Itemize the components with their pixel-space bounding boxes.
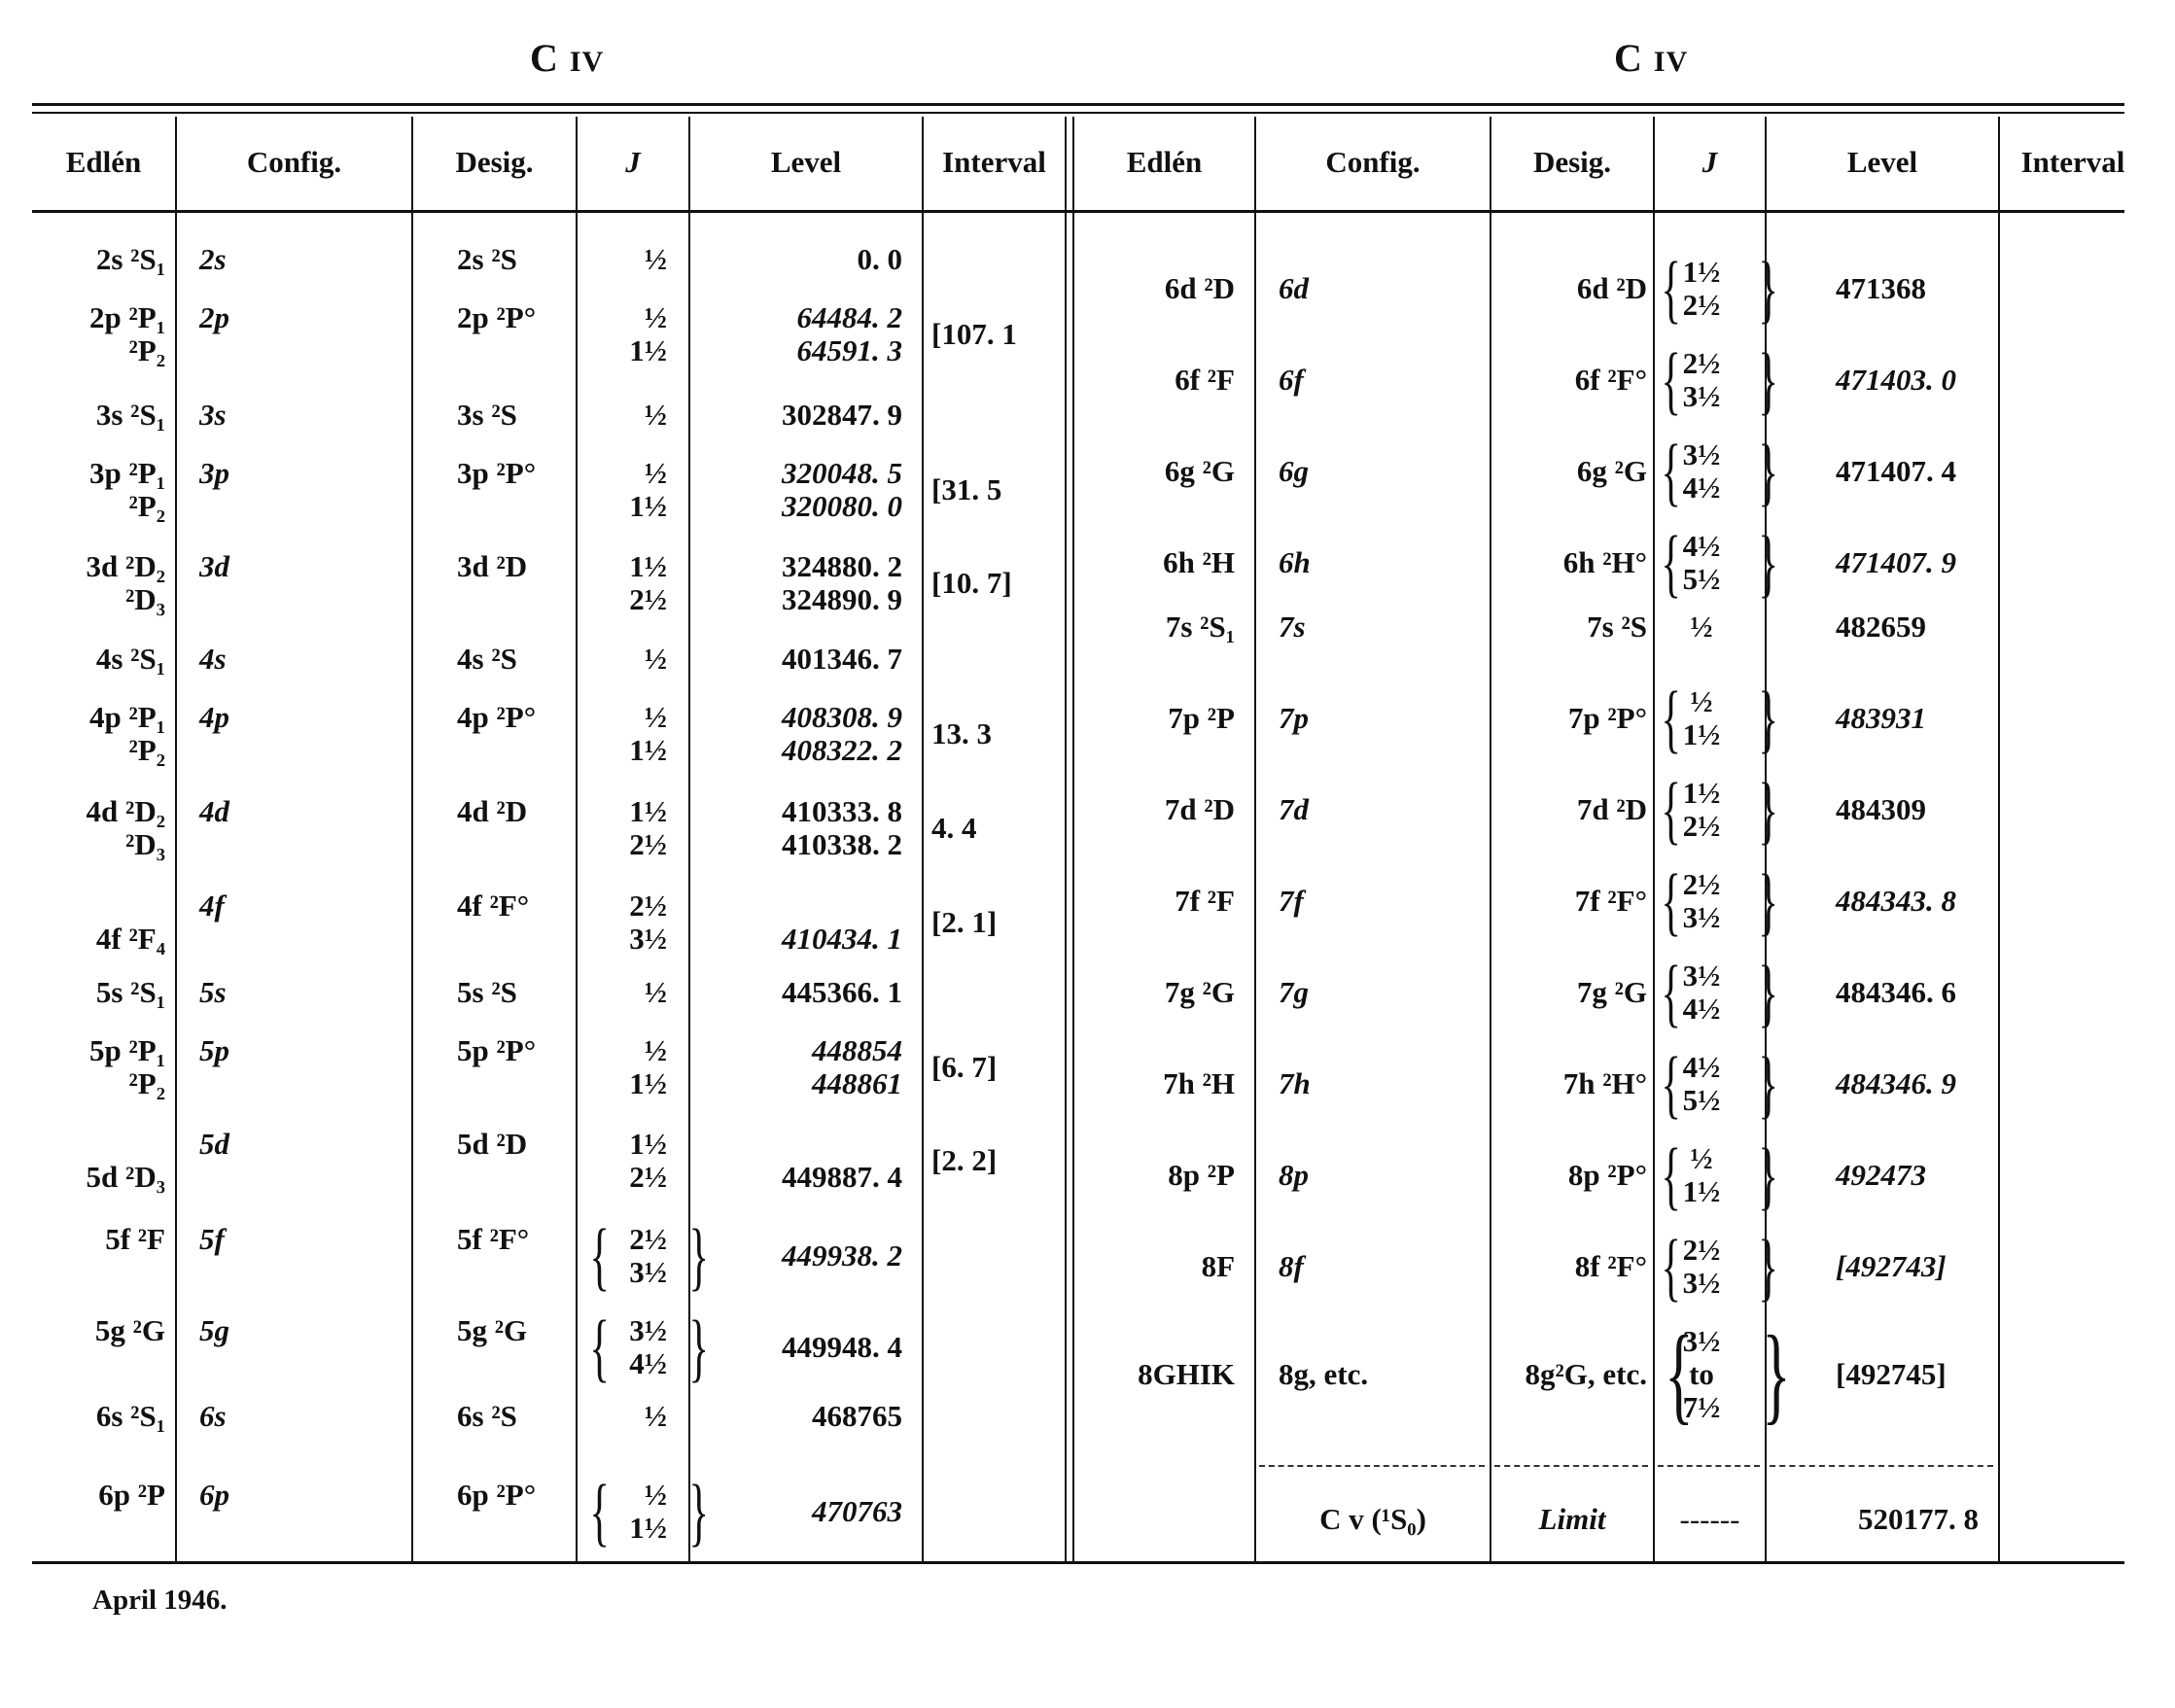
left-edlen: 6s ²S₁ <box>95 1399 165 1433</box>
header-j-left: J <box>625 145 641 179</box>
left-level: 470763 <box>812 1494 902 1528</box>
left-level: 324880. 2 <box>782 549 902 583</box>
left-level: 448854 <box>812 1033 902 1067</box>
left-j-close-brace: } <box>688 1305 710 1389</box>
left-edlen: 4p ²P₁ <box>88 700 165 734</box>
left-interval: [2. 2] <box>931 1143 998 1177</box>
left-desig: 4s ²S <box>457 642 517 676</box>
right-level: 484309 <box>1836 792 1926 826</box>
right-level: 471407. 4 <box>1836 454 1956 488</box>
left-config: 6s <box>199 1399 227 1433</box>
right-config: 8p <box>1279 1158 1309 1192</box>
left-desig: 4d ²D <box>457 794 528 828</box>
left-j: 2½ <box>629 1222 667 1256</box>
left-level: 410338. 2 <box>782 827 902 861</box>
left-desig: 3p ²P° <box>457 456 537 490</box>
header-j-right: J <box>1701 145 1718 179</box>
left-j: 1½ <box>629 1127 667 1161</box>
left-j: ½ <box>644 300 667 334</box>
right-level: 482659 <box>1836 610 1926 644</box>
left-desig: 5f ²F° <box>457 1222 530 1256</box>
right-j-close-brace: } <box>1758 1133 1779 1217</box>
right-j: ½ <box>1690 684 1713 718</box>
right-edlen: 7d ²D <box>1164 792 1235 826</box>
left-j: ½ <box>644 1399 667 1433</box>
right-j-open-brace: { <box>1665 1314 1694 1435</box>
left-j: 2½ <box>629 1160 667 1194</box>
limit-dash-j <box>1658 1465 1760 1467</box>
left-level: 0. 0 <box>857 242 902 276</box>
header-edlen-right: Edlén <box>1126 145 1203 179</box>
left-j: 1½ <box>629 733 667 767</box>
left-j-open-brace: { <box>589 1305 611 1389</box>
header-rule <box>32 210 2124 213</box>
left-desig: 3d ²D <box>457 549 528 583</box>
vline-r2 <box>1490 117 1491 1561</box>
left-edlen: ²P₂ <box>128 489 165 523</box>
left-level: 468765 <box>812 1399 902 1433</box>
left-j: 1½ <box>629 549 667 583</box>
right-j: 5½ <box>1682 1083 1721 1117</box>
right-config: 6d <box>1279 271 1309 305</box>
left-config: 4f <box>199 889 225 923</box>
left-desig: 4f ²F° <box>457 889 530 923</box>
left-edlen: 5s ²S₁ <box>95 975 165 1009</box>
right-j-close-brace: } <box>1758 767 1779 852</box>
right-edlen: 7h ²H <box>1163 1066 1235 1100</box>
left-level: 320048. 5 <box>782 456 902 490</box>
left-j: ½ <box>644 700 667 734</box>
left-desig: 2p ²P° <box>457 300 537 334</box>
left-j: ½ <box>644 975 667 1009</box>
left-j: 3½ <box>629 1313 667 1347</box>
footer-date: April 1946. <box>92 1585 228 1616</box>
right-edlen: 7p ²P <box>1168 701 1235 735</box>
left-edlen: 5f ²F <box>105 1222 165 1256</box>
header-desig-left: Desig. <box>455 145 534 179</box>
right-level: 484343. 8 <box>1836 884 1956 918</box>
right-edlen: 6h ²H <box>1163 545 1235 579</box>
left-j-close-brace: } <box>688 1469 710 1553</box>
left-desig: 6p ²P° <box>457 1478 537 1512</box>
right-j: to <box>1689 1357 1714 1391</box>
right-j-open-brace: { <box>1661 246 1682 331</box>
left-edlen: ²D₃ <box>125 827 165 861</box>
left-desig: 6s ²S <box>457 1399 517 1433</box>
right-j-close-brace: } <box>1758 1224 1779 1308</box>
left-interval: [31. 5 <box>931 472 1002 506</box>
right-config: 8f <box>1279 1249 1304 1283</box>
left-level: 449887. 4 <box>782 1160 902 1194</box>
left-desig: 3s ²S <box>457 398 517 432</box>
right-desig: 6f ²F° <box>1574 363 1647 397</box>
left-config: 5f <box>199 1222 225 1256</box>
left-level: 408308. 9 <box>782 700 902 734</box>
left-edlen: 3s ²S₁ <box>95 398 165 432</box>
left-j: 1½ <box>629 794 667 828</box>
left-j: 2½ <box>629 889 667 923</box>
left-desig: 2s ²S <box>457 242 517 276</box>
vline-r5 <box>1998 117 2000 1561</box>
right-table-title: C IV <box>1614 36 1689 80</box>
left-j: 1½ <box>629 333 667 367</box>
right-j-open-brace: { <box>1661 337 1682 422</box>
right-edlen: 6g ²G <box>1164 454 1235 488</box>
limit-level: 520177. 8 <box>1858 1502 1979 1536</box>
right-j: 3½ <box>1682 959 1721 993</box>
vline-l2 <box>411 117 413 1561</box>
left-desig: 4p ²P° <box>457 700 537 734</box>
left-config: 3d <box>199 549 229 583</box>
right-j-open-brace: { <box>1661 1133 1682 1217</box>
left-level: 324890. 9 <box>782 582 902 616</box>
right-j: 3½ <box>1682 1266 1721 1300</box>
left-level: 410434. 1 <box>782 922 902 956</box>
left-interval: [2. 1] <box>931 905 998 939</box>
left-j: ½ <box>644 398 667 432</box>
right-desig: 8f ²F° <box>1574 1249 1647 1283</box>
right-j: 3½ <box>1682 1324 1721 1358</box>
left-edlen: 5g ²G <box>94 1313 165 1347</box>
left-edlen: 4s ²S₁ <box>95 642 165 676</box>
left-level: 302847. 9 <box>782 398 902 432</box>
limit-dash-desig <box>1494 1465 1648 1467</box>
right-config: 6g <box>1279 454 1309 488</box>
right-level: 471407. 9 <box>1836 545 1956 579</box>
right-j-open-brace: { <box>1661 520 1682 605</box>
left-config: 5p <box>199 1033 229 1067</box>
right-j: 5½ <box>1682 562 1721 596</box>
limit-j: ------ <box>1679 1502 1740 1536</box>
right-j: 1½ <box>1682 776 1721 810</box>
left-config: 2p <box>199 300 229 334</box>
left-edlen: ²P₂ <box>128 733 165 767</box>
left-level: 408322. 2 <box>782 733 902 767</box>
left-j: 2½ <box>629 582 667 616</box>
left-config: 4s <box>199 642 227 676</box>
left-j: 1½ <box>629 489 667 523</box>
header-interval-right: Interval <box>2020 145 2125 179</box>
top-rule-1 <box>32 103 2124 106</box>
left-j: 3½ <box>629 1255 667 1289</box>
left-desig: 5g ²G <box>457 1313 528 1347</box>
right-j: 7½ <box>1682 1390 1721 1424</box>
right-j: 3½ <box>1682 900 1721 934</box>
left-j: ½ <box>644 456 667 490</box>
right-j-open-brace: { <box>1661 1041 1682 1126</box>
left-config: 6p <box>199 1478 229 1512</box>
right-j: 1½ <box>1682 255 1721 289</box>
left-level: 445366. 1 <box>782 975 902 1009</box>
left-edlen: 4f ²F₄ <box>95 922 165 956</box>
left-interval: [10. 7] <box>931 566 1012 600</box>
right-config: 8g, etc. <box>1279 1357 1369 1391</box>
left-j: ½ <box>644 1033 667 1067</box>
left-level: 64591. 3 <box>796 333 902 367</box>
right-j-close-brace: } <box>1758 858 1779 943</box>
left-edlen: 3p ²P₁ <box>88 456 165 490</box>
right-config: 7d <box>1279 792 1309 826</box>
left-interval: [107. 1 <box>931 317 1017 351</box>
right-level: 484346. 6 <box>1836 975 1956 1009</box>
right-j-open-brace: { <box>1661 676 1682 760</box>
right-edlen: 7f ²F <box>1175 884 1235 918</box>
vline-l1 <box>175 117 177 1561</box>
left-interval: [6. 7] <box>931 1050 998 1084</box>
right-j-close-brace: } <box>1758 337 1779 422</box>
right-j-open-brace: { <box>1661 429 1682 513</box>
right-config: 7h <box>1279 1066 1311 1100</box>
left-level: 449938. 2 <box>782 1238 902 1272</box>
right-j: 2½ <box>1682 346 1721 380</box>
left-j-open-brace: { <box>589 1213 611 1298</box>
header-config-right: Config. <box>1325 145 1421 179</box>
right-desig: 7g ²G <box>1576 975 1647 1009</box>
right-level: 471403. 0 <box>1836 363 1956 397</box>
left-edlen: ²D₃ <box>125 582 165 616</box>
left-level: 410333. 8 <box>782 794 902 828</box>
left-config: 5g <box>199 1313 229 1347</box>
right-config: 7p <box>1279 701 1309 735</box>
left-edlen: 5d ²D₃ <box>86 1160 165 1194</box>
right-config: 7g <box>1279 975 1309 1009</box>
right-j: ½ <box>1690 610 1713 644</box>
right-j-open-brace: { <box>1661 950 1682 1034</box>
limit-dash-config <box>1259 1465 1485 1467</box>
left-j-open-brace: { <box>589 1469 611 1553</box>
right-desig: 7f ²F° <box>1574 884 1647 918</box>
header-desig-right: Desig. <box>1532 145 1612 179</box>
right-edlen: 7g ²G <box>1164 975 1235 1009</box>
left-edlen: 5p ²P₁ <box>88 1033 165 1067</box>
right-j-close-brace: } <box>1758 1041 1779 1126</box>
right-j: 2½ <box>1682 867 1721 901</box>
left-edlen: 2p ²P₁ <box>88 300 165 334</box>
right-config: 7f <box>1279 884 1304 918</box>
left-interval: 13. 3 <box>931 716 992 750</box>
top-rule-2 <box>32 112 2124 114</box>
left-edlen: 6p ²P <box>98 1478 165 1512</box>
right-edlen: 7s ²S₁ <box>1165 610 1235 644</box>
left-config: 4p <box>199 700 229 734</box>
right-j-close-brace: } <box>1758 950 1779 1034</box>
right-j: 4½ <box>1682 471 1721 505</box>
right-j: 3½ <box>1682 437 1721 471</box>
right-j-close-brace: } <box>1758 676 1779 760</box>
header-interval-left: Interval <box>942 145 1046 179</box>
header-edlen-left: Edlén <box>65 145 142 179</box>
right-j: ½ <box>1690 1141 1713 1175</box>
right-desig: 8p ²P° <box>1567 1158 1647 1192</box>
right-desig: 7d ²D <box>1576 792 1647 826</box>
left-table-title: C IV <box>530 36 605 80</box>
right-j: 4½ <box>1682 1050 1721 1084</box>
left-j: 2½ <box>629 827 667 861</box>
limit-desig: Limit <box>1538 1502 1606 1536</box>
left-j: 4½ <box>629 1346 667 1380</box>
left-level: 401346. 7 <box>782 642 902 676</box>
right-edlen: 6d ²D <box>1164 271 1235 305</box>
right-desig: 7p ²P° <box>1567 701 1647 735</box>
vline-r1 <box>1254 117 1256 1561</box>
left-edlen: 4d ²D₂ <box>86 794 165 828</box>
left-config: 4d <box>199 794 229 828</box>
right-config: 6h <box>1279 545 1311 579</box>
left-desig: 5p ²P° <box>457 1033 537 1067</box>
right-level: 484346. 9 <box>1836 1066 1956 1100</box>
left-level: 449948. 4 <box>782 1330 902 1364</box>
vline-mid-2 <box>1072 117 1074 1561</box>
right-j-close-brace: } <box>1762 1314 1791 1435</box>
left-j: 1½ <box>629 1511 667 1545</box>
left-desig: 5d ²D <box>457 1127 528 1161</box>
right-level: 483931 <box>1836 701 1926 735</box>
limit-dash-level <box>1770 1465 1993 1467</box>
left-config: 2s <box>199 242 227 276</box>
right-level: [492743] <box>1836 1249 1947 1283</box>
left-edlen: ²P₂ <box>128 1066 165 1100</box>
left-edlen: 2s ²S₁ <box>95 242 165 276</box>
left-config: 3s <box>199 398 227 432</box>
left-desig: 5s ²S <box>457 975 517 1009</box>
header-level-left: Level <box>770 145 842 179</box>
left-config: 5d <box>199 1127 229 1161</box>
left-config: 5s <box>199 975 227 1009</box>
right-j-close-brace: } <box>1758 246 1779 331</box>
right-level: [492745] <box>1836 1357 1947 1391</box>
left-edlen: ²P₂ <box>128 333 165 367</box>
right-j-open-brace: { <box>1661 767 1682 852</box>
header-config-left: Config. <box>246 145 342 179</box>
left-j: ½ <box>644 642 667 676</box>
left-level: 64484. 2 <box>796 300 902 334</box>
right-edlen: 8GHIK <box>1138 1357 1235 1391</box>
left-interval: 4. 4 <box>931 811 977 845</box>
vline-mid-1 <box>1065 117 1067 1561</box>
right-j: 1½ <box>1682 717 1721 751</box>
left-j-close-brace: } <box>688 1213 710 1298</box>
left-config: 3p <box>199 456 229 490</box>
right-j: 3½ <box>1682 379 1721 413</box>
right-desig: 7h ²H° <box>1562 1066 1647 1100</box>
right-config: 7s <box>1279 610 1306 644</box>
right-j: 4½ <box>1682 529 1721 563</box>
vline-l5 <box>922 117 924 1561</box>
vline-r3 <box>1653 117 1655 1561</box>
right-edlen: 8p ²P <box>1168 1158 1235 1192</box>
right-desig: 6h ²H° <box>1562 545 1647 579</box>
right-j-close-brace: } <box>1758 520 1779 605</box>
right-j: 2½ <box>1682 288 1721 322</box>
right-j: 1½ <box>1682 1174 1721 1208</box>
left-level: 320080. 0 <box>782 489 902 523</box>
right-level: 492473 <box>1836 1158 1926 1192</box>
right-desig: 8g²G, etc. <box>1525 1357 1647 1391</box>
left-j: 1½ <box>629 1066 667 1100</box>
right-desig: 6g ²G <box>1576 454 1647 488</box>
left-edlen: 3d ²D₂ <box>86 549 165 583</box>
right-edlen: 8F <box>1201 1249 1235 1283</box>
right-desig: 6d ²D <box>1576 271 1647 305</box>
header-level-right: Level <box>1846 145 1918 179</box>
right-desig: 7s ²S <box>1587 610 1647 644</box>
left-j: ½ <box>644 1478 667 1512</box>
right-edlen: 6f ²F <box>1175 363 1235 397</box>
left-j: ½ <box>644 242 667 276</box>
right-j-open-brace: { <box>1661 858 1682 943</box>
left-level: 448861 <box>812 1066 902 1100</box>
right-config: 6f <box>1279 363 1304 397</box>
right-j-open-brace: { <box>1661 1224 1682 1308</box>
right-j-close-brace: } <box>1758 429 1779 513</box>
right-level: 471368 <box>1836 271 1926 305</box>
limit-config: C v (¹S₀) <box>1319 1502 1426 1536</box>
right-j: 2½ <box>1682 809 1721 843</box>
right-j: 4½ <box>1682 992 1721 1026</box>
right-j: 2½ <box>1682 1233 1721 1267</box>
left-j: 3½ <box>629 922 667 956</box>
bottom-rule <box>32 1561 2124 1564</box>
